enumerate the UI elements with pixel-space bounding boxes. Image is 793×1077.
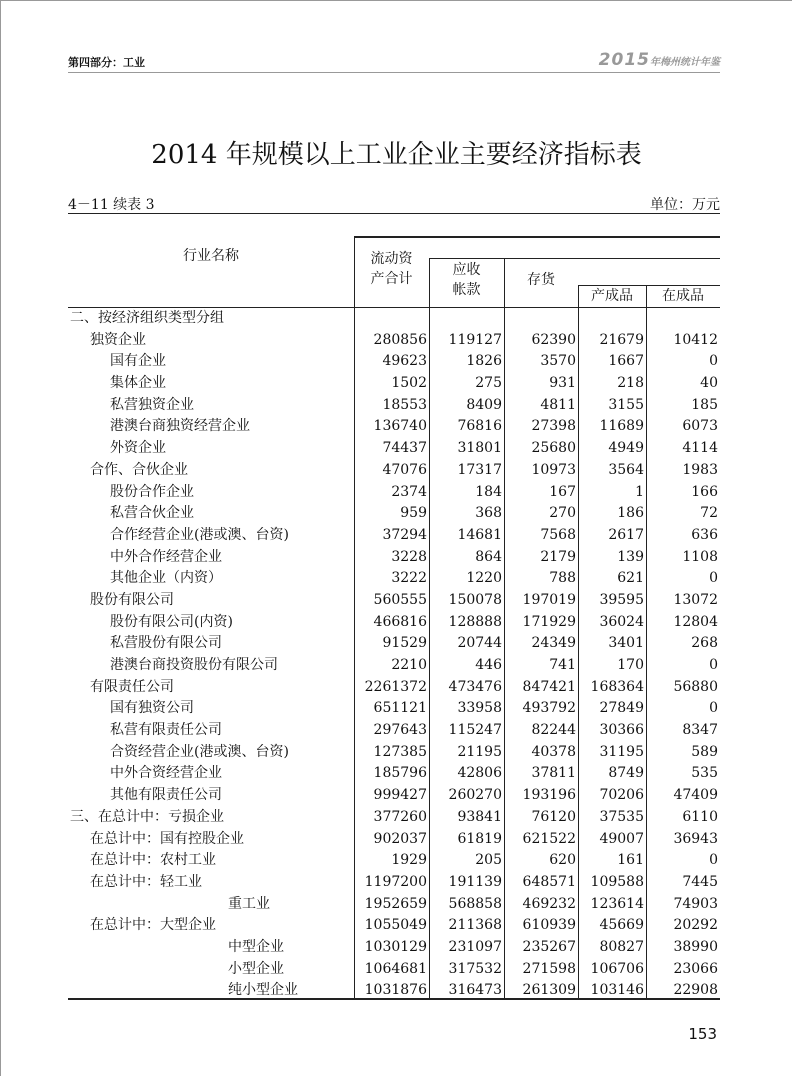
cell-value: 42806	[457, 765, 502, 782]
cell-value: 74903	[673, 895, 718, 912]
cell-value: 8749	[608, 765, 644, 782]
cell-value: 741	[549, 657, 576, 673]
cell-value: 8347	[682, 722, 718, 739]
cell-value: 211368	[448, 917, 502, 934]
table-row	[68, 763, 720, 785]
row-label: 纯小型企业	[228, 982, 298, 999]
cell-value: 170	[617, 657, 644, 673]
cell-value: 193196	[522, 787, 576, 804]
cell-value: 31801	[457, 440, 502, 457]
cell-value: 621522	[522, 830, 576, 847]
header-receivables	[429, 260, 504, 300]
cell-value: 109588	[590, 873, 644, 890]
cell-value: 150078	[448, 591, 502, 608]
cell-value: 648571	[522, 873, 576, 890]
cell-value: 17317	[457, 461, 502, 478]
table-row	[68, 677, 720, 699]
cell-value: 446	[475, 657, 502, 673]
table-row	[68, 416, 720, 438]
cell-value: 127385	[373, 743, 427, 760]
header-work-in-progress: 在成品	[662, 288, 704, 304]
table-row	[68, 590, 720, 612]
cell-value: 621	[617, 570, 644, 587]
page-title: 2014 年规模以上工业企业主要经济指标表	[151, 140, 642, 170]
cell-value: 80827	[599, 938, 644, 955]
table-row	[68, 807, 720, 829]
cell-value: 10973	[531, 461, 576, 478]
cell-value: 20744	[457, 635, 502, 652]
cell-value: 11689	[599, 418, 644, 435]
cell-value: 368	[475, 505, 502, 522]
table-row	[68, 633, 720, 655]
row-label: 在总计中：国有控股企业	[90, 830, 244, 847]
table-row	[68, 698, 720, 720]
cell-value: 61819	[457, 830, 502, 847]
cell-value: 184	[475, 483, 502, 500]
cell-value: 10412	[673, 331, 718, 348]
cell-value: 377260	[373, 808, 427, 825]
cell-value: 610939	[522, 917, 576, 934]
table-row	[68, 785, 720, 807]
cell-value: 261309	[522, 982, 576, 999]
row-label: 股份有限公司(内资)	[110, 613, 233, 630]
cell-value: 7445	[682, 873, 718, 890]
table-row	[68, 720, 720, 742]
cell-value: 1952659	[364, 895, 427, 912]
table-row	[68, 850, 720, 872]
cell-value: 18553	[382, 396, 427, 413]
cell-value: 36943	[673, 830, 718, 847]
cell-value: 1983	[682, 461, 718, 478]
page-number: 153	[688, 1025, 717, 1043]
row-label: 私营股份有限公司	[110, 635, 222, 652]
cell-value: 93841	[457, 808, 502, 825]
row-label: 在总计中：轻工业	[90, 873, 202, 890]
row-label: 集体企业	[110, 375, 166, 392]
cell-value: 2374	[391, 483, 427, 500]
cell-value: 45669	[599, 917, 644, 934]
row-label: 国有独资公司	[110, 700, 194, 717]
cell-value: 847421	[522, 678, 576, 695]
cell-value: 466816	[373, 613, 427, 630]
cell-value: 7568	[540, 526, 576, 543]
cell-value: 1064681	[364, 960, 427, 977]
header-mid-rule	[429, 258, 720, 259]
row-label: 有限责任公司	[90, 678, 174, 695]
cell-value: 1	[635, 483, 644, 500]
cell-value: 6110	[682, 808, 718, 825]
cell-value: 168364	[590, 678, 644, 695]
cell-value: 297643	[373, 722, 427, 739]
row-label: 中外合资经营企业	[110, 765, 222, 782]
cell-value: 4811	[540, 396, 576, 413]
table-row	[68, 308, 720, 330]
cell-value: 22908	[673, 982, 718, 999]
cell-value: 4949	[608, 440, 644, 457]
yearbook-logo	[599, 50, 720, 70]
cell-value: 268	[691, 635, 718, 652]
table-row	[68, 547, 720, 569]
table-row	[68, 937, 720, 959]
cell-value: 40378	[531, 743, 576, 760]
cell-value: 2210	[391, 657, 427, 673]
header-receivables-line1: 应收	[452, 262, 481, 278]
cell-value: 21195	[457, 743, 502, 760]
cell-value: 0	[709, 700, 718, 717]
cell-value: 2617	[608, 526, 644, 543]
cell-value: 56880	[673, 678, 718, 695]
cell-value: 197019	[522, 591, 576, 608]
table-row	[68, 894, 720, 916]
cell-value: 31195	[599, 743, 644, 760]
cell-value: 864	[475, 548, 502, 565]
table-row	[68, 525, 720, 547]
row-label: 在总计中：大型企业	[90, 917, 216, 934]
table-row	[68, 351, 720, 373]
row-label: 二、按经济组织类型分组	[70, 310, 224, 326]
cell-value: 62390	[531, 331, 576, 348]
cell-value: 12804	[673, 613, 718, 630]
cell-value: 3155	[608, 396, 644, 413]
cell-value: 1667	[608, 353, 644, 370]
row-label: 重工业	[228, 895, 270, 912]
cell-value: 166	[691, 483, 718, 500]
cell-value: 2261372	[364, 678, 427, 695]
running-head	[68, 50, 720, 73]
table-row	[68, 460, 720, 482]
cell-value: 560555	[373, 591, 427, 608]
cell-value: 27849	[599, 700, 644, 717]
cell-value: 70206	[599, 787, 644, 804]
header-top-rule	[354, 236, 720, 238]
cell-value: 37811	[531, 765, 576, 782]
row-label: 中型企业	[228, 938, 284, 955]
cell-value: 33958	[457, 700, 502, 717]
row-label: 独资企业	[90, 331, 146, 348]
row-label: 三、在总计中：亏损企业	[70, 808, 224, 825]
cell-value: 275	[475, 375, 502, 392]
cell-value: 620	[549, 852, 576, 869]
cell-value: 191139	[448, 873, 502, 890]
cell-value: 3401	[608, 635, 644, 652]
cell-value: 270	[549, 505, 576, 522]
header-industry-name: 行业名称	[183, 248, 239, 264]
cell-value: 23066	[673, 960, 718, 977]
cell-value: 3228	[391, 548, 427, 565]
cell-value: 128888	[448, 613, 502, 630]
table-header	[68, 236, 720, 308]
cell-value: 14681	[457, 526, 502, 543]
cell-value: 316473	[448, 982, 502, 999]
row-label: 合作经营企业(港或澳、台资)	[110, 526, 289, 543]
cell-value: 1108	[682, 548, 718, 565]
cell-value: 72	[700, 505, 718, 522]
table-row	[68, 438, 720, 460]
header-finished-goods: 产成品	[591, 288, 633, 304]
cell-value: 37535	[599, 808, 644, 825]
header-current-assets	[354, 249, 429, 289]
row-label: 私营合伙企业	[110, 505, 194, 522]
cell-value: 171929	[522, 613, 576, 630]
table-row	[68, 829, 720, 851]
cell-value: 0	[709, 852, 718, 869]
yearbook-year: 2015	[598, 50, 650, 70]
cell-value: 0	[709, 353, 718, 370]
cell-value: 218	[617, 375, 644, 392]
row-label: 私营独资企业	[110, 396, 194, 413]
row-label: 外资企业	[110, 440, 166, 457]
table-row	[68, 330, 720, 352]
cell-value: 49623	[382, 353, 427, 370]
row-label: 中外合作经营企业	[110, 548, 222, 565]
cell-value: 91529	[382, 635, 427, 652]
cell-value: 902037	[373, 830, 427, 847]
row-label: 小型企业	[228, 960, 284, 977]
table-row	[68, 568, 720, 590]
cell-value: 959	[400, 505, 427, 522]
cell-value: 8409	[466, 396, 502, 413]
cell-value: 106706	[590, 960, 644, 977]
cell-value: 39595	[599, 591, 644, 608]
cell-value: 1220	[466, 570, 502, 587]
cell-value: 231097	[448, 938, 502, 955]
unit-label: 单位：万元	[650, 197, 720, 213]
cell-value: 1502	[391, 375, 427, 392]
cell-value: 47076	[382, 461, 427, 478]
table-row	[68, 373, 720, 395]
cell-value: 469232	[522, 895, 576, 912]
cell-value: 651121	[373, 700, 427, 717]
cell-value: 3222	[391, 570, 427, 587]
cell-value: 76120	[531, 808, 576, 825]
header-receivables-line2: 帐款	[452, 282, 481, 298]
table-row	[68, 395, 720, 417]
table-body	[68, 308, 720, 1002]
table-row	[68, 655, 720, 677]
cell-value: 271598	[522, 960, 576, 977]
header-current-assets-line2: 产合计	[370, 271, 413, 287]
cell-value: 6073	[682, 418, 718, 435]
cell-value: 123614	[590, 895, 644, 912]
row-label: 港澳台商独资经营企业	[110, 418, 250, 435]
cell-value: 139	[617, 548, 644, 565]
cell-value: 317532	[448, 960, 502, 977]
row-label: 其他企业（内资）	[110, 570, 222, 587]
cell-value: 3570	[540, 353, 576, 370]
cell-value: 13072	[673, 591, 718, 608]
cell-value: 20292	[673, 917, 718, 934]
cell-value: 74437	[382, 440, 427, 457]
row-label: 国有企业	[110, 353, 166, 370]
row-label: 私营有限责任公司	[110, 722, 222, 739]
cell-value: 1031876	[364, 982, 427, 999]
cell-value: 49007	[599, 830, 644, 847]
cell-value: 185	[691, 396, 718, 413]
cell-value: 36024	[599, 613, 644, 630]
cell-value: 2179	[540, 548, 576, 565]
table-row	[68, 915, 720, 937]
cell-value: 25680	[531, 440, 576, 457]
table-caption-line	[68, 194, 720, 214]
cell-value: 1055049	[364, 917, 427, 934]
row-label: 股份有限公司	[90, 591, 174, 608]
cell-value: 119127	[448, 331, 502, 348]
cell-value: 161	[617, 852, 644, 869]
cell-value: 636	[691, 526, 718, 543]
table-number: 4－11 续表 3	[68, 197, 155, 213]
cell-value: 40	[700, 375, 718, 392]
cell-value: 167	[549, 483, 576, 500]
cell-value: 0	[709, 570, 718, 587]
cell-value: 1197200	[364, 873, 427, 890]
cell-value: 185796	[373, 765, 427, 782]
cell-value: 999427	[373, 787, 427, 804]
table-row	[68, 612, 720, 634]
cell-value: 76816	[457, 418, 502, 435]
cell-value: 535	[691, 765, 718, 782]
cell-value: 235267	[522, 938, 576, 955]
row-label: 在总计中：农村工业	[90, 852, 216, 869]
cell-value: 37294	[382, 526, 427, 543]
cell-value: 186	[617, 505, 644, 522]
cell-value: 280856	[373, 331, 427, 348]
table-row	[68, 742, 720, 764]
cell-value: 27398	[531, 418, 576, 435]
cell-value: 205	[475, 852, 502, 869]
cell-value: 1929	[391, 852, 427, 869]
cell-value: 473476	[448, 678, 502, 695]
table-bottom-rule	[68, 998, 720, 1000]
row-label: 港澳台商投资股份有限公司	[110, 657, 278, 673]
cell-value: 38990	[673, 938, 718, 955]
cell-value: 4114	[682, 440, 718, 457]
section-label: 第四部分：工业	[68, 56, 145, 69]
row-label: 合资经营企业(港或澳、台资)	[110, 743, 289, 760]
header-inventory: 存货	[527, 272, 555, 288]
cell-value: 493792	[522, 700, 576, 717]
row-label: 其他有限责任公司	[110, 787, 222, 804]
cell-value: 30366	[599, 722, 644, 739]
table-row	[68, 959, 720, 981]
cell-value: 0	[709, 657, 718, 673]
cell-value: 21679	[599, 331, 644, 348]
cell-value: 260270	[448, 787, 502, 804]
cell-value: 82244	[531, 722, 576, 739]
row-label: 股份合作企业	[110, 483, 194, 500]
cell-value: 24349	[531, 635, 576, 652]
cell-value: 1030129	[364, 938, 427, 955]
header-current-assets-line1: 流动资	[370, 251, 413, 267]
table-row	[68, 482, 720, 504]
table-row	[68, 872, 720, 894]
row-label: 合作、合伙企业	[90, 461, 188, 478]
cell-value: 47409	[673, 787, 718, 804]
cell-value: 931	[549, 375, 576, 392]
cell-value: 136740	[373, 418, 427, 435]
cell-value: 103146	[590, 982, 644, 999]
cell-value: 589	[691, 743, 718, 760]
cell-value: 788	[549, 570, 576, 587]
table-row	[68, 503, 720, 525]
cell-value: 1826	[466, 353, 502, 370]
yearbook-name: 年梅州统计年鉴	[650, 57, 720, 68]
cell-value: 3564	[608, 461, 644, 478]
cell-value: 568858	[448, 895, 502, 912]
cell-value: 115247	[448, 722, 502, 739]
